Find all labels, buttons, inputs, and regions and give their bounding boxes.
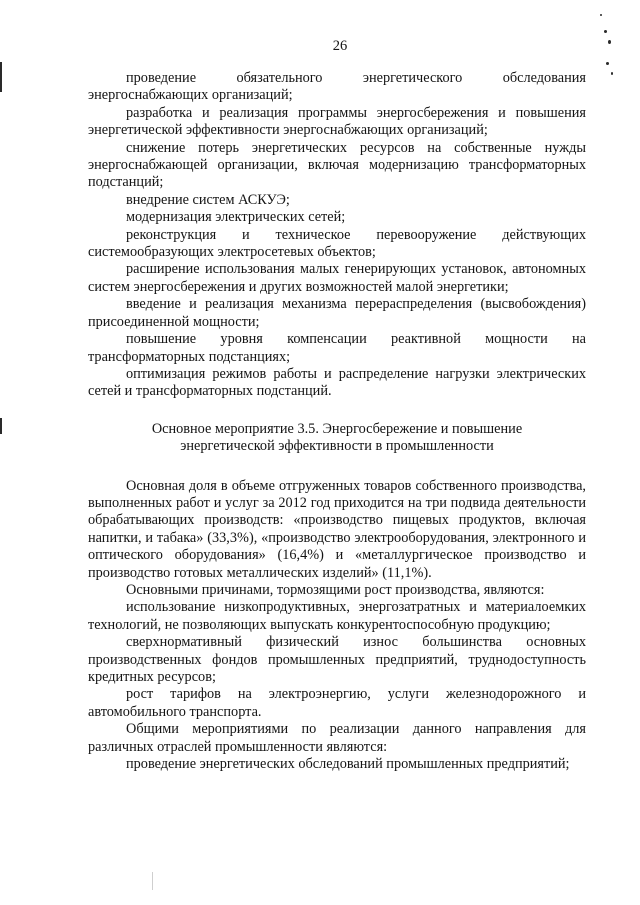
document-body [88, 70, 586, 773]
list-item: введение и реализация механизма перераспределения (высвобождения) присоединенной мощности; [88, 296, 586, 330]
section-heading [88, 421, 586, 456]
scan-faint-line [152, 872, 153, 890]
list-item: повышение уровня компенсации реактивной мощности на трансформаторных подстанциях; [88, 331, 586, 365]
section-heading-line: Основное мероприятие 3.5. Энергосбережение и повышение [151, 420, 523, 437]
list-item: снижение потерь энергетических ресурсов на собственные нужды энергоснабжающей организации, включая модернизацию трансформаторных подстанций; [88, 139, 586, 191]
paragraph: Основная доля в объеме отгруженных товаров собственного производства, выполненных работ и услуг за 2012 год приходится на три подвида деятельности обрабатывающих производств: «производство пищевых продуктов, включая напитки, и табака» (33,3%), «производство электрооборудования, электронного и оптического оборудования» (16,4%) и «металлургическое производство и производство готовых металлических изделий» (11,1%). [88, 477, 586, 581]
section-heading-line: энергетической эффективности в промышленности [180, 438, 494, 455]
scan-speck [604, 30, 607, 33]
list-item: модернизация электрических сетей; [126, 209, 346, 226]
paragraph: Основными причинами, тормозящими рост производства, являются: [126, 581, 545, 598]
list-item: расширение использования малых генерирующих установок, автономных систем энергосбережения и других возможностей малой энергетики; [88, 261, 586, 295]
list-item: сверхнормативный физический износ большинства основных производственных фондов промышленных предприятий, труднодоступность кредитных ресурсов; [88, 634, 586, 685]
list-item: разработка и реализация программы энергосбережения и повышения энергетической эффективности энергоснабжающих организаций; [88, 104, 586, 139]
scan-edge-mark [0, 62, 2, 92]
list-item: реконструкция и техническое перевооружение действующих системообразующих электросетевых объектов; [88, 226, 586, 261]
list-item: проведение обязательного энергетического обследования энергоснабжающих организаций; [88, 70, 586, 104]
list-item: проведение энергетических обследований промышленных предприятий; [126, 756, 570, 773]
list-item: оптимизация режимов работы и распределение нагрузки электрических сетей и трансформаторных подстанций. [88, 365, 586, 400]
list-item: рост тарифов на электроэнергию, услуги железнодорожного и автомобильного транспорта. [88, 686, 586, 720]
scan-speck [606, 62, 609, 65]
list-item: внедрение систем АСКУЭ; [126, 191, 290, 208]
paragraph: Общими мероприятиями по реализации данного направления для различных отраслей промышленности являются: [88, 721, 586, 755]
scan-speck [611, 72, 613, 75]
list-item: использование низкопродуктивных, энергозатратных и материалоемких технологий, не позволяющих выпускать конкурентоспособную продукцию; [88, 599, 586, 633]
page-number: 26 [332, 38, 348, 54]
scan-speck [600, 14, 602, 16]
scan-edge-mark [0, 418, 2, 434]
